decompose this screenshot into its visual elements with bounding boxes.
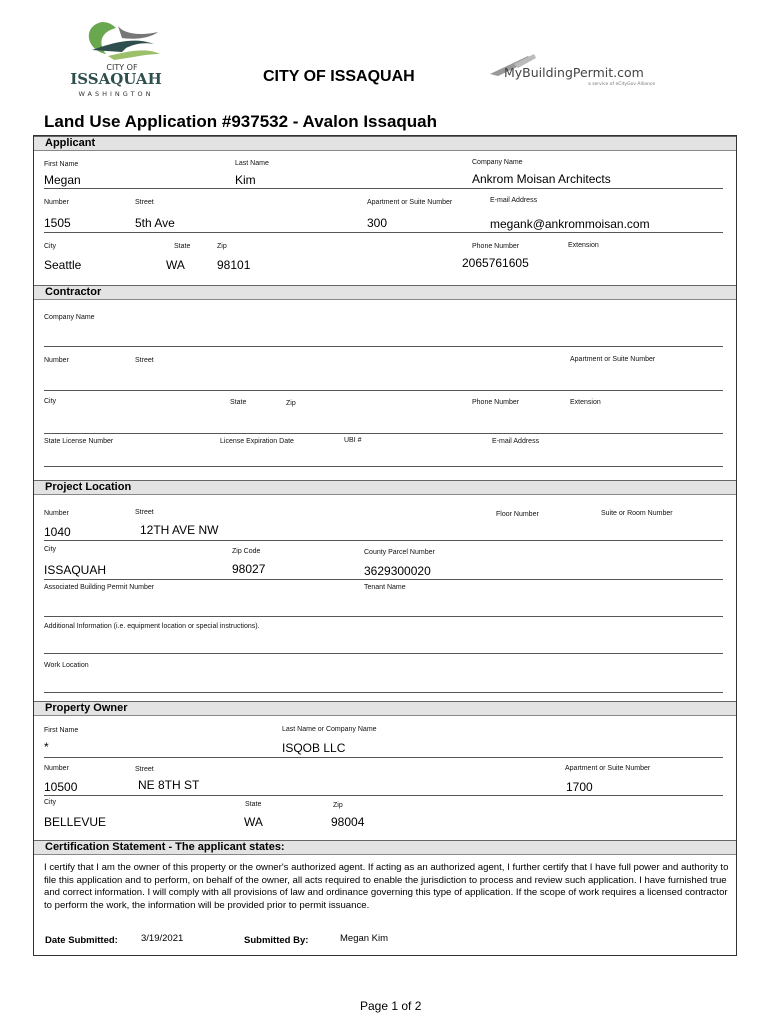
applicant-phone-value: 2065761605	[462, 256, 529, 270]
applicant-zip-value: 98101	[217, 258, 251, 272]
project-suite-label: Suite or Room Number	[601, 510, 673, 517]
owner-last-name-label: Last Name or Company Name	[282, 726, 377, 733]
project-work-location-label: Work Location	[44, 662, 89, 669]
logo-washington-text: WASHINGTON	[78, 90, 154, 98]
project-number-label: Number	[44, 510, 69, 517]
divider	[44, 757, 723, 758]
contractor-ubi-label: UBI #	[344, 437, 362, 444]
date-submitted-label: Date Submitted:	[45, 935, 118, 946]
divider	[44, 579, 723, 580]
city-of-issaquah-logo	[62, 14, 180, 102]
contractor-street-label: Street	[135, 357, 154, 364]
divider	[44, 390, 723, 391]
contractor-company-name-label: Company Name	[44, 314, 95, 321]
certification-section-title: Certification Statement - The applicant states:	[45, 841, 285, 853]
applicant-section-title: Applicant	[45, 137, 96, 149]
owner-apt-label: Apartment or Suite Number	[565, 765, 651, 772]
applicant-state-label: State	[174, 243, 191, 250]
divider	[44, 795, 723, 796]
logo-issaquah-text: ISSAQUAH	[70, 70, 162, 88]
contractor-section-title: Contractor	[45, 286, 102, 298]
owner-street-label: Street	[135, 766, 154, 773]
page-number: Page 1 of 2	[360, 999, 422, 1013]
divider	[44, 653, 723, 654]
applicant-apt-value: 300	[367, 216, 388, 230]
contractor-email-label: E-mail Address	[492, 438, 540, 445]
contractor-zip-label: Zip	[286, 400, 296, 407]
contractor-state-label: State	[230, 399, 247, 406]
project-city-value: ISSAQUAH	[44, 563, 107, 577]
project-number-value: 1040	[44, 525, 71, 539]
owner-zip-label: Zip	[333, 802, 343, 809]
applicant-first-name-value: Megan	[44, 173, 81, 187]
applicant-extension-label: Extension	[568, 242, 599, 249]
applicant-city-label: City	[44, 243, 57, 250]
owner-apt-value: 1700	[566, 780, 593, 794]
owner-section-bar	[34, 701, 736, 716]
divider	[44, 433, 723, 434]
owner-city-value: BELLEVUE	[44, 815, 107, 829]
applicant-first-name-label: First Name	[44, 161, 79, 168]
submitted-by-label: Submitted By:	[244, 935, 309, 946]
mybuildingpermit-logo	[488, 50, 660, 90]
applicant-zip-label: Zip	[217, 243, 227, 250]
contractor-number-label: Number	[44, 357, 69, 364]
divider	[44, 188, 723, 189]
applicant-company-name-value: Ankrom Moisan Architects	[472, 172, 611, 186]
divider	[44, 540, 723, 541]
contractor-apt-label: Apartment or Suite Number	[570, 356, 656, 363]
divider	[44, 232, 723, 233]
form-border	[33, 135, 737, 956]
application-title: Land Use Application #937532 - Avalon Issaquah	[44, 112, 438, 131]
contractor-license-label: State License Number	[44, 438, 114, 445]
applicant-company-name-label: Company Name	[472, 159, 523, 166]
owner-state-label: State	[245, 801, 262, 808]
project-assoc-permit-label: Associated Building Permit Number	[44, 584, 155, 591]
project-parcel-value: 3629300020	[364, 564, 431, 578]
project-parcel-label: County Parcel Number	[364, 549, 435, 556]
applicant-phone-label: Phone Number	[472, 243, 520, 250]
applicant-email-label: E-mail Address	[490, 197, 538, 204]
owner-section-title: Property Owner	[45, 702, 128, 714]
project-street-label: Street	[135, 509, 154, 516]
project-tenant-label: Tenant Name	[364, 584, 406, 591]
project-zip-label: Zip Code	[232, 548, 261, 555]
project-section-bar	[34, 480, 736, 495]
project-city-label: City	[44, 546, 57, 553]
divider	[44, 346, 723, 347]
owner-state-value: WA	[244, 815, 263, 829]
owner-number-value: 10500	[44, 780, 78, 794]
owner-last-name-value: ISQOB LLC	[282, 741, 346, 755]
owner-city-label: City	[44, 799, 57, 806]
contractor-section-bar	[34, 285, 736, 300]
owner-number-label: Number	[44, 765, 69, 772]
applicant-last-name-value: Kim	[235, 173, 256, 187]
applicant-street-value: 5th Ave	[135, 216, 175, 230]
project-floor-label: Floor Number	[496, 511, 539, 518]
divider	[44, 466, 723, 467]
project-section-title: Project Location	[45, 481, 132, 493]
date-submitted-value: 3/19/2021	[141, 933, 184, 944]
divider	[44, 616, 723, 617]
contractor-license-exp-label: License Expiration Date	[220, 438, 294, 445]
divider	[44, 692, 723, 693]
owner-first-name-value: *	[44, 740, 49, 754]
project-street-value: 12TH AVE NW	[140, 523, 219, 537]
owner-first-name-label: First Name	[44, 727, 79, 734]
applicant-city-value: Seattle	[44, 258, 82, 272]
submitted-by-value: Megan Kim	[340, 933, 389, 944]
applicant-number-label: Number	[44, 199, 69, 206]
city-title: CITY OF ISSAQUAH	[263, 68, 415, 85]
project-additional-label: Additional Information (i.e. equipment location or special instructions).	[44, 623, 260, 630]
contractor-extension-label: Extension	[570, 399, 601, 406]
contractor-city-label: City	[44, 398, 57, 405]
certification-statement: I certify that I am the owner of this property or the owner's authorized agent. If acting as an authorized agent, I further certify that I have full power and authority to file this application and to perform, on behalf of the owner, all acts required to enable the jurisdiction to process and review such application. I have furnished true and correct information. I will comply with all provisions of law and ordinance governing this type of application. If the scope of work requires a licensed contractor to perform the work, the information will be provided prior to permit issuance.	[44, 862, 729, 911]
applicant-last-name-label: Last Name	[235, 160, 269, 167]
mbp-logo-text: MyBuildingPermit.com	[504, 65, 644, 80]
project-zip-value: 98027	[232, 562, 266, 576]
applicant-street-label: Street	[135, 199, 154, 206]
mbp-tagline: a service of eCityGov Alliance	[588, 82, 656, 87]
applicant-number-value: 1505	[44, 216, 71, 230]
applicant-state-value: WA	[166, 258, 185, 272]
logo-city-of-text: CITY OF	[106, 63, 138, 72]
applicant-email-value: megank@ankrommoisan.com	[490, 217, 650, 231]
owner-street-value: NE 8TH ST	[138, 778, 200, 792]
contractor-phone-label: Phone Number	[472, 399, 520, 406]
applicant-apt-label: Apartment or Suite Number	[367, 199, 453, 206]
applicant-section-bar	[34, 136, 736, 151]
owner-zip-value: 98004	[331, 815, 365, 829]
